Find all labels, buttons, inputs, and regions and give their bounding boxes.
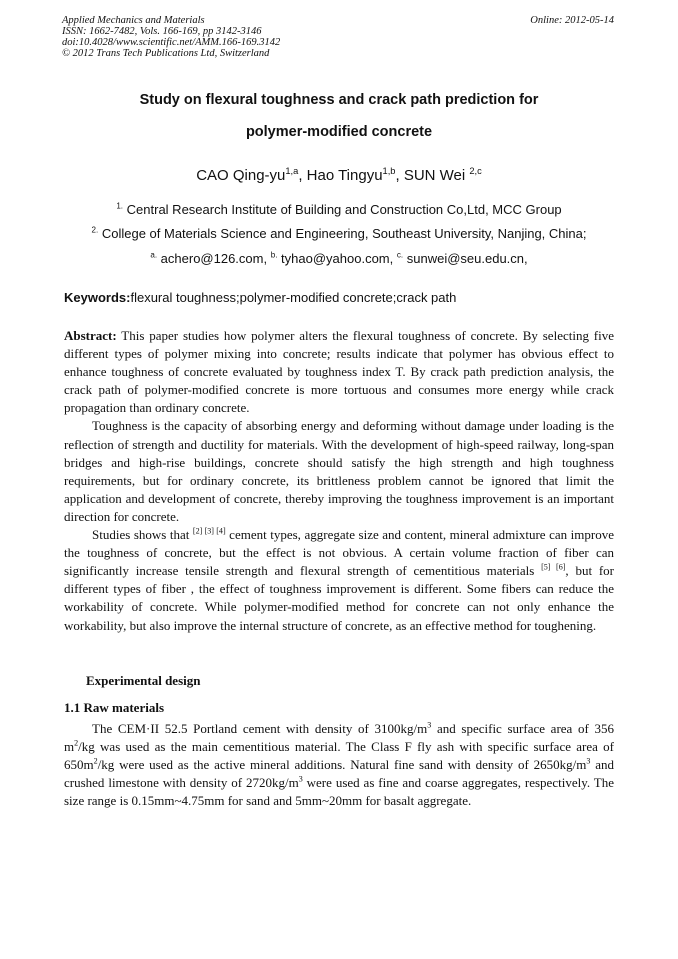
subsection-heading-raw-materials: 1.1 Raw materials [64, 700, 165, 715]
affiliation-1: $^{1.}$ Central Research Institute of Building and Construction Co,Ltd, MCC Group [116, 201, 562, 217]
issn-line: ISSN: 1662-7482, Vols. 166-169, pp 3142-3146 [62, 26, 262, 37]
paper-title-line-1: Study on flexural toughness and crack path prediction for [139, 92, 539, 108]
author-list: CAO Qing-yu$^{1,a}$, Hao Tingyu$^{1,b}$, SUN Wei $^{2,c}$ [196, 166, 482, 184]
citation-ref: [5] [6] [541, 562, 566, 572]
intro-paragraph-1: Toughness is the capacity of absorbing energy and deforming without damage under loading is the reflection of strength and ductility for materials. With the development of high-speed railway, long-span bridges and high-rise buildings, concrete should satisfy the high strength and high toughness requirements, but for ordinary concrete, its brittleness problem cannot be ignored that limit the application and development of concrete, thereby improving the toughness improvement is an important direction for concrete. [64, 418, 614, 524]
raw-materials-text [64, 720, 614, 810]
keywords-text: flexural toughness;polymer-modified concrete;crack path [130, 290, 457, 305]
doi-line: doi:10.4028/www.scientific.net/AMM.166-169.3142 [62, 37, 281, 48]
online-date: Online: 2012-05-14 [530, 15, 614, 26]
abstract-label: Abstract: [64, 328, 117, 343]
abstract-and-intro [64, 327, 614, 635]
email-list: $^{a.}$ achero@126.com, $^{b.}$ tyhao@yahoo.com, $^{c.}$ sunwei@seu.edu.cn, [150, 250, 528, 266]
journal-header [62, 15, 280, 59]
section-heading-experimental: Experimental design [86, 673, 201, 688]
keywords-label: Keywords: [64, 290, 131, 305]
paper-title-line-2: polymer-modified concrete [245, 124, 433, 140]
citation-ref: [2] [3] [4] [192, 526, 226, 536]
affiliation-2: $^{2.}$ College of Materials Science and Engineering, Southeast University, Nanjing, China; [91, 225, 587, 241]
raw-materials-paragraph: The CEM·II 52.5 Portland cement with density of $3100kg/m^3$ and specific surface area of 356 $m^2/kg$ was used as the main cementitious material. The Class F fly ash with specific surface area of $650m^2/kg$ were used as the active mineral additions. Natural fine sand with density of $2650kg/m^3$ and crushed limestone with density of $2720kg/m^3$ were used as fine and coarse aggregates, respectively. The size range is 0.15mm~4.75mm for sand and 5mm~20mm for basalt aggregate. [64, 720, 614, 809]
journal-name: Applied Mechanics and Materials [62, 15, 205, 26]
copyright-line: © 2012 Trans Tech Publications Ltd, Switzerland [62, 48, 270, 59]
abstract-paragraph: Abstract: This paper studies how polymer alters the flexural toughness of concrete. By selecting five different types of polymer mixing into concrete; results indicate that polymer has obvious effect to enhance toughness of concrete evaluated by toughness index T. By crack path prediction analysis, the crack path of polymer-modified concrete is more tortuous and consumes more energy while crack propagation than ordinary concrete. [64, 328, 614, 416]
keywords [64, 290, 456, 305]
intro-paragraph-2: Studies shows that [2] [3] [4] cement types, aggregate size and content, mineral admixture can improve the toughness of concrete, but the effect is not obvious. A certain volume fraction of fiber can significantly increase tensile strength and flexural strength of cementitious materials [5] [6], but for different types of fiber , the effect of toughness improvement is different. Some fibers can reduce the workability of concrete. While polymer-modified method for concrete can not only enhance the workability, but also improve the internal structure of concrete, as an effective method for toughening. [64, 526, 614, 633]
